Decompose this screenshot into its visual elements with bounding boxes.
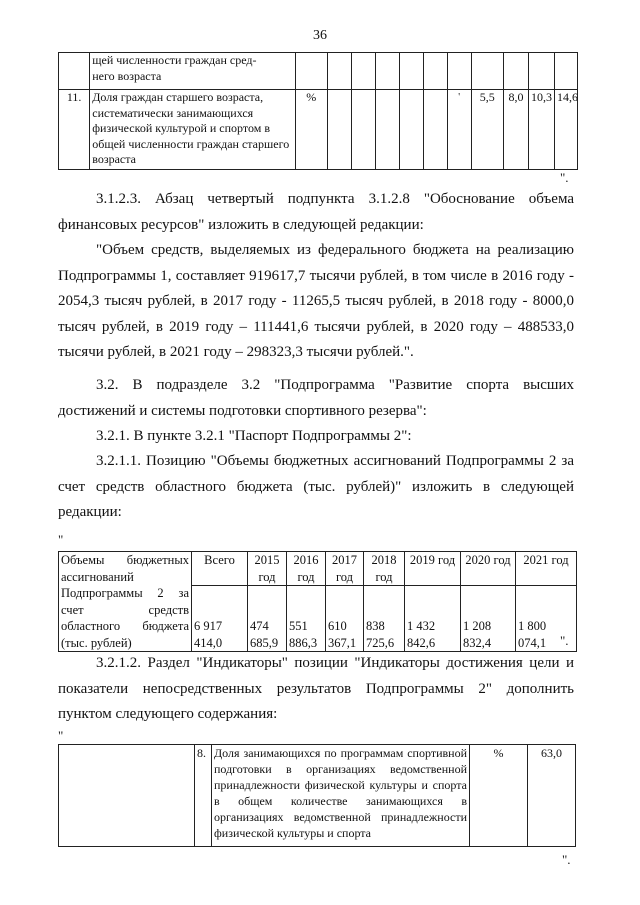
value-cell: 63,0 (528, 745, 576, 847)
row-text: Доля граждан старшего возраста, систематически занимающихся физической культурой и спортом в общей численности граждан старшего возраста (90, 90, 295, 170)
value-cell: 610 367,1 (326, 586, 364, 652)
page-number: 36 (313, 28, 327, 43)
paragraph-3-2-1-2: 3.2.1.2. Раздел "Индикаторы" позиции "Индикаторы достижения цели и показатели непосредственных результатов Подпрограммы 2" дополнить пунктом следующего содержания: (58, 655, 574, 722)
table-row (59, 53, 578, 90)
indicators-table (58, 52, 578, 170)
value-cell: 551 886,3 (287, 586, 326, 652)
value-cell: 474 685,9 (248, 586, 287, 652)
value-cell: 10,3 (528, 90, 554, 170)
value-cell: 1 208 832,4 (461, 586, 516, 652)
value-cell: 1 800 074,1 (516, 586, 577, 652)
column-header: 2018 год (364, 552, 405, 586)
paragraph-3-2-1-1: 3.2.1.1. Позицию "Объемы бюджетных ассигнований Подпрограммы 2 за счет средств областного бюджета (тыс. рублей)" изложить в следующей редакции: (58, 453, 574, 520)
budget-table (58, 551, 577, 652)
table-row (59, 745, 576, 847)
closing-quote: ". (562, 852, 571, 867)
row-unit: % (295, 90, 327, 170)
value-cell: 838 725,6 (364, 586, 405, 652)
column-header: 2021 год (516, 552, 577, 586)
value-cell: 14,6 (555, 90, 578, 170)
budget-label: Объемы бюджетных ассигнований Подпрограммы 2 за счет средств областного бюджета (тыс. рублей) (59, 552, 192, 652)
row-prev-text: щей численности граждан сред- него возраста (90, 53, 295, 90)
value-cell: 6 917 414,0 (192, 586, 248, 652)
column-header: 2020 год (461, 552, 516, 586)
row-number: 8. (195, 745, 212, 847)
column-header: 2016 год (287, 552, 326, 586)
row-unit: % (470, 745, 528, 847)
quoted-paragraph: "Объем средств, выделяемых из федерального бюджета на реализацию Подпрограммы 1, составляет 919617,7 тысячи рублей, в том числе в 2016 году - 2054,3 тысяч рублей, в 2017 году - 11265,5 тысяч рублей, в 2018 году - 8000,0 тысяч рублей, в 2019 году – 111441,6 тысячи рублей, в 2020 году – 488533,0 тысячи рублей, в 2021 году – 298323,3 тысячи рублей.". (58, 242, 574, 360)
opening-quote: " (58, 728, 64, 743)
row-text: Доля занимающихся по программам спортивной подготовки в организациях ведомственной принадлежности физической культуры и спорта в общем количестве занимающихся в организациях ведомственной принадлежности физической культуры и спорта (212, 745, 470, 847)
column-header: Всего (192, 552, 248, 586)
opening-quote: " (58, 532, 64, 547)
closing-quote: ". (560, 170, 569, 185)
column-header: 2017 год (326, 552, 364, 586)
indicator-table (58, 744, 576, 847)
closing-quote: ". (560, 633, 569, 648)
column-header: 2019 год (405, 552, 461, 586)
paragraph-3-2: 3.2. В подразделе 3.2 "Подпрограмма "Развитие спорта высших достижений и системы подготовки спортивного резерва": (58, 377, 574, 419)
table-row (59, 552, 577, 586)
value-cell: 8,0 (503, 90, 528, 170)
value-cell: 5,5 (471, 90, 503, 170)
row-number: 11. (59, 90, 90, 170)
paragraph-3-1-2-3: 3.1.2.3. Абзац четвертый подпункта 3.1.2.8 "Обоснование объема финансовых ресурсов" изложить в следующей редакции: (58, 191, 574, 233)
paragraph-3-2-1: 3.2.1. В пункте 3.2.1 "Паспорт Подпрограммы 2": (96, 428, 412, 444)
column-header: 2015 год (248, 552, 287, 586)
value-cell: 1 432 842,6 (405, 586, 461, 652)
cell-mark: ' (447, 90, 471, 170)
table-row (59, 90, 578, 170)
